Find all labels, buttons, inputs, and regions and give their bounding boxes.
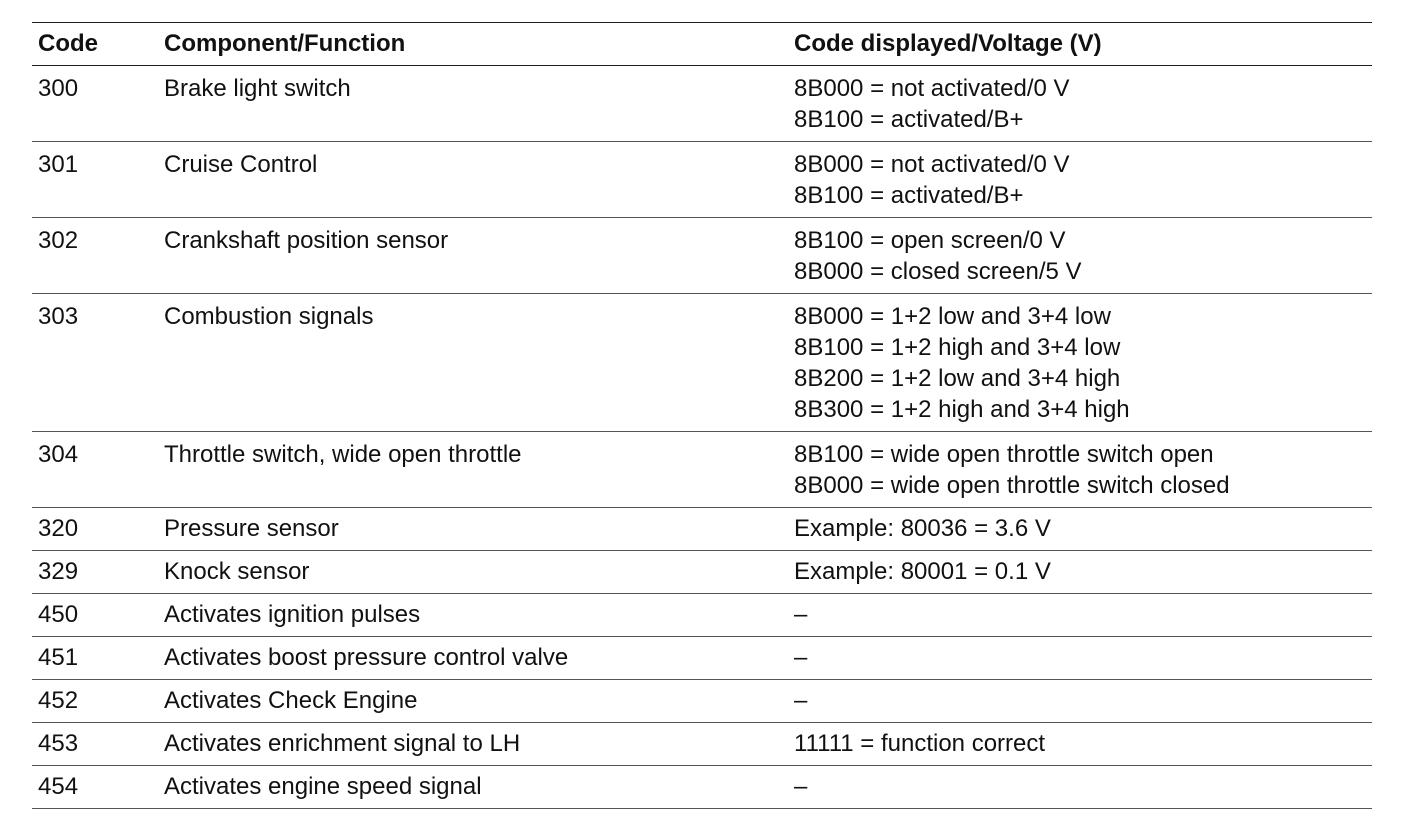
cell-value xyxy=(788,551,1372,594)
table-row xyxy=(32,432,1372,508)
cell-component: Activates boost pressure control valve xyxy=(158,637,788,680)
cell-value xyxy=(788,637,1372,680)
cell-component: Crankshaft position sensor xyxy=(158,218,788,294)
table-body xyxy=(32,66,1372,809)
cell-code: 300 xyxy=(32,66,158,142)
cell-value xyxy=(788,432,1372,508)
value-line: – xyxy=(794,601,808,628)
value-line: 8B000 = 1+2 low and 3+4 low xyxy=(794,303,1111,330)
cell-component: Throttle switch, wide open throttle xyxy=(158,432,788,508)
cell-code: 302 xyxy=(32,218,158,294)
cell-value xyxy=(788,294,1372,432)
cell-code: 329 xyxy=(32,551,158,594)
table-row xyxy=(32,294,1372,432)
cell-component: Brake light switch xyxy=(158,66,788,142)
value-line: Example: 80001 = 0.1 V xyxy=(794,558,1051,585)
cell-value xyxy=(788,723,1372,766)
table-row xyxy=(32,766,1372,809)
value-line: 8B000 = closed screen/5 V xyxy=(794,258,1082,285)
table-row xyxy=(32,508,1372,551)
cell-component: Combustion signals xyxy=(158,294,788,432)
cell-code: 320 xyxy=(32,508,158,551)
cell-component: Activates Check Engine xyxy=(158,680,788,723)
table-row xyxy=(32,637,1372,680)
cell-value xyxy=(788,680,1372,723)
cell-component: Knock sensor xyxy=(158,551,788,594)
table-row xyxy=(32,594,1372,637)
value-line: 8B300 = 1+2 high and 3+4 high xyxy=(794,396,1130,423)
table-row xyxy=(32,723,1372,766)
cell-component: Activates enrichment signal to LH xyxy=(158,723,788,766)
value-line: 8B000 = not activated/0 V xyxy=(794,75,1070,102)
value-line: 8B000 = not activated/0 V xyxy=(794,151,1070,178)
value-line: 8B000 = wide open throttle switch closed xyxy=(794,472,1230,499)
cell-component: Activates engine speed signal xyxy=(158,766,788,809)
value-line: 8B200 = 1+2 low and 3+4 high xyxy=(794,365,1121,392)
cell-code: 451 xyxy=(32,637,158,680)
table-row xyxy=(32,680,1372,723)
value-line: Example: 80036 = 3.6 V xyxy=(794,515,1051,542)
table-header-row xyxy=(32,23,1372,66)
cell-code: 304 xyxy=(32,432,158,508)
cell-component: Activates ignition pulses xyxy=(158,594,788,637)
value-line: 8B100 = wide open throttle switch open xyxy=(794,441,1214,468)
table-row xyxy=(32,142,1372,218)
value-line: 8B100 = activated/B+ xyxy=(794,182,1024,209)
cell-code: 454 xyxy=(32,766,158,809)
value-line: 11111 = function correct xyxy=(794,730,1046,757)
header-component: Component/Function xyxy=(158,23,788,66)
cell-value xyxy=(788,508,1372,551)
value-line: – xyxy=(794,687,808,714)
cell-value xyxy=(788,66,1372,142)
value-line: 8B100 = open screen/0 V xyxy=(794,227,1066,254)
cell-code: 301 xyxy=(32,142,158,218)
value-line: – xyxy=(794,773,808,800)
cell-component: Cruise Control xyxy=(158,142,788,218)
cell-code: 450 xyxy=(32,594,158,637)
header-code: Code xyxy=(32,23,158,66)
cell-code: 303 xyxy=(32,294,158,432)
cell-value xyxy=(788,594,1372,637)
cell-component: Pressure sensor xyxy=(158,508,788,551)
value-line: 8B100 = activated/B+ xyxy=(794,106,1024,133)
table-row xyxy=(32,66,1372,142)
table-row xyxy=(32,551,1372,594)
cell-value xyxy=(788,766,1372,809)
value-line: 8B100 = 1+2 high and 3+4 low xyxy=(794,334,1121,361)
cell-value xyxy=(788,218,1372,294)
table-row xyxy=(32,218,1372,294)
header-value: Code displayed/Voltage (V) xyxy=(788,23,1372,66)
value-line: – xyxy=(794,644,808,671)
cell-value xyxy=(788,142,1372,218)
cell-code: 453 xyxy=(32,723,158,766)
diagnostic-code-table xyxy=(32,22,1372,809)
cell-code: 452 xyxy=(32,680,158,723)
